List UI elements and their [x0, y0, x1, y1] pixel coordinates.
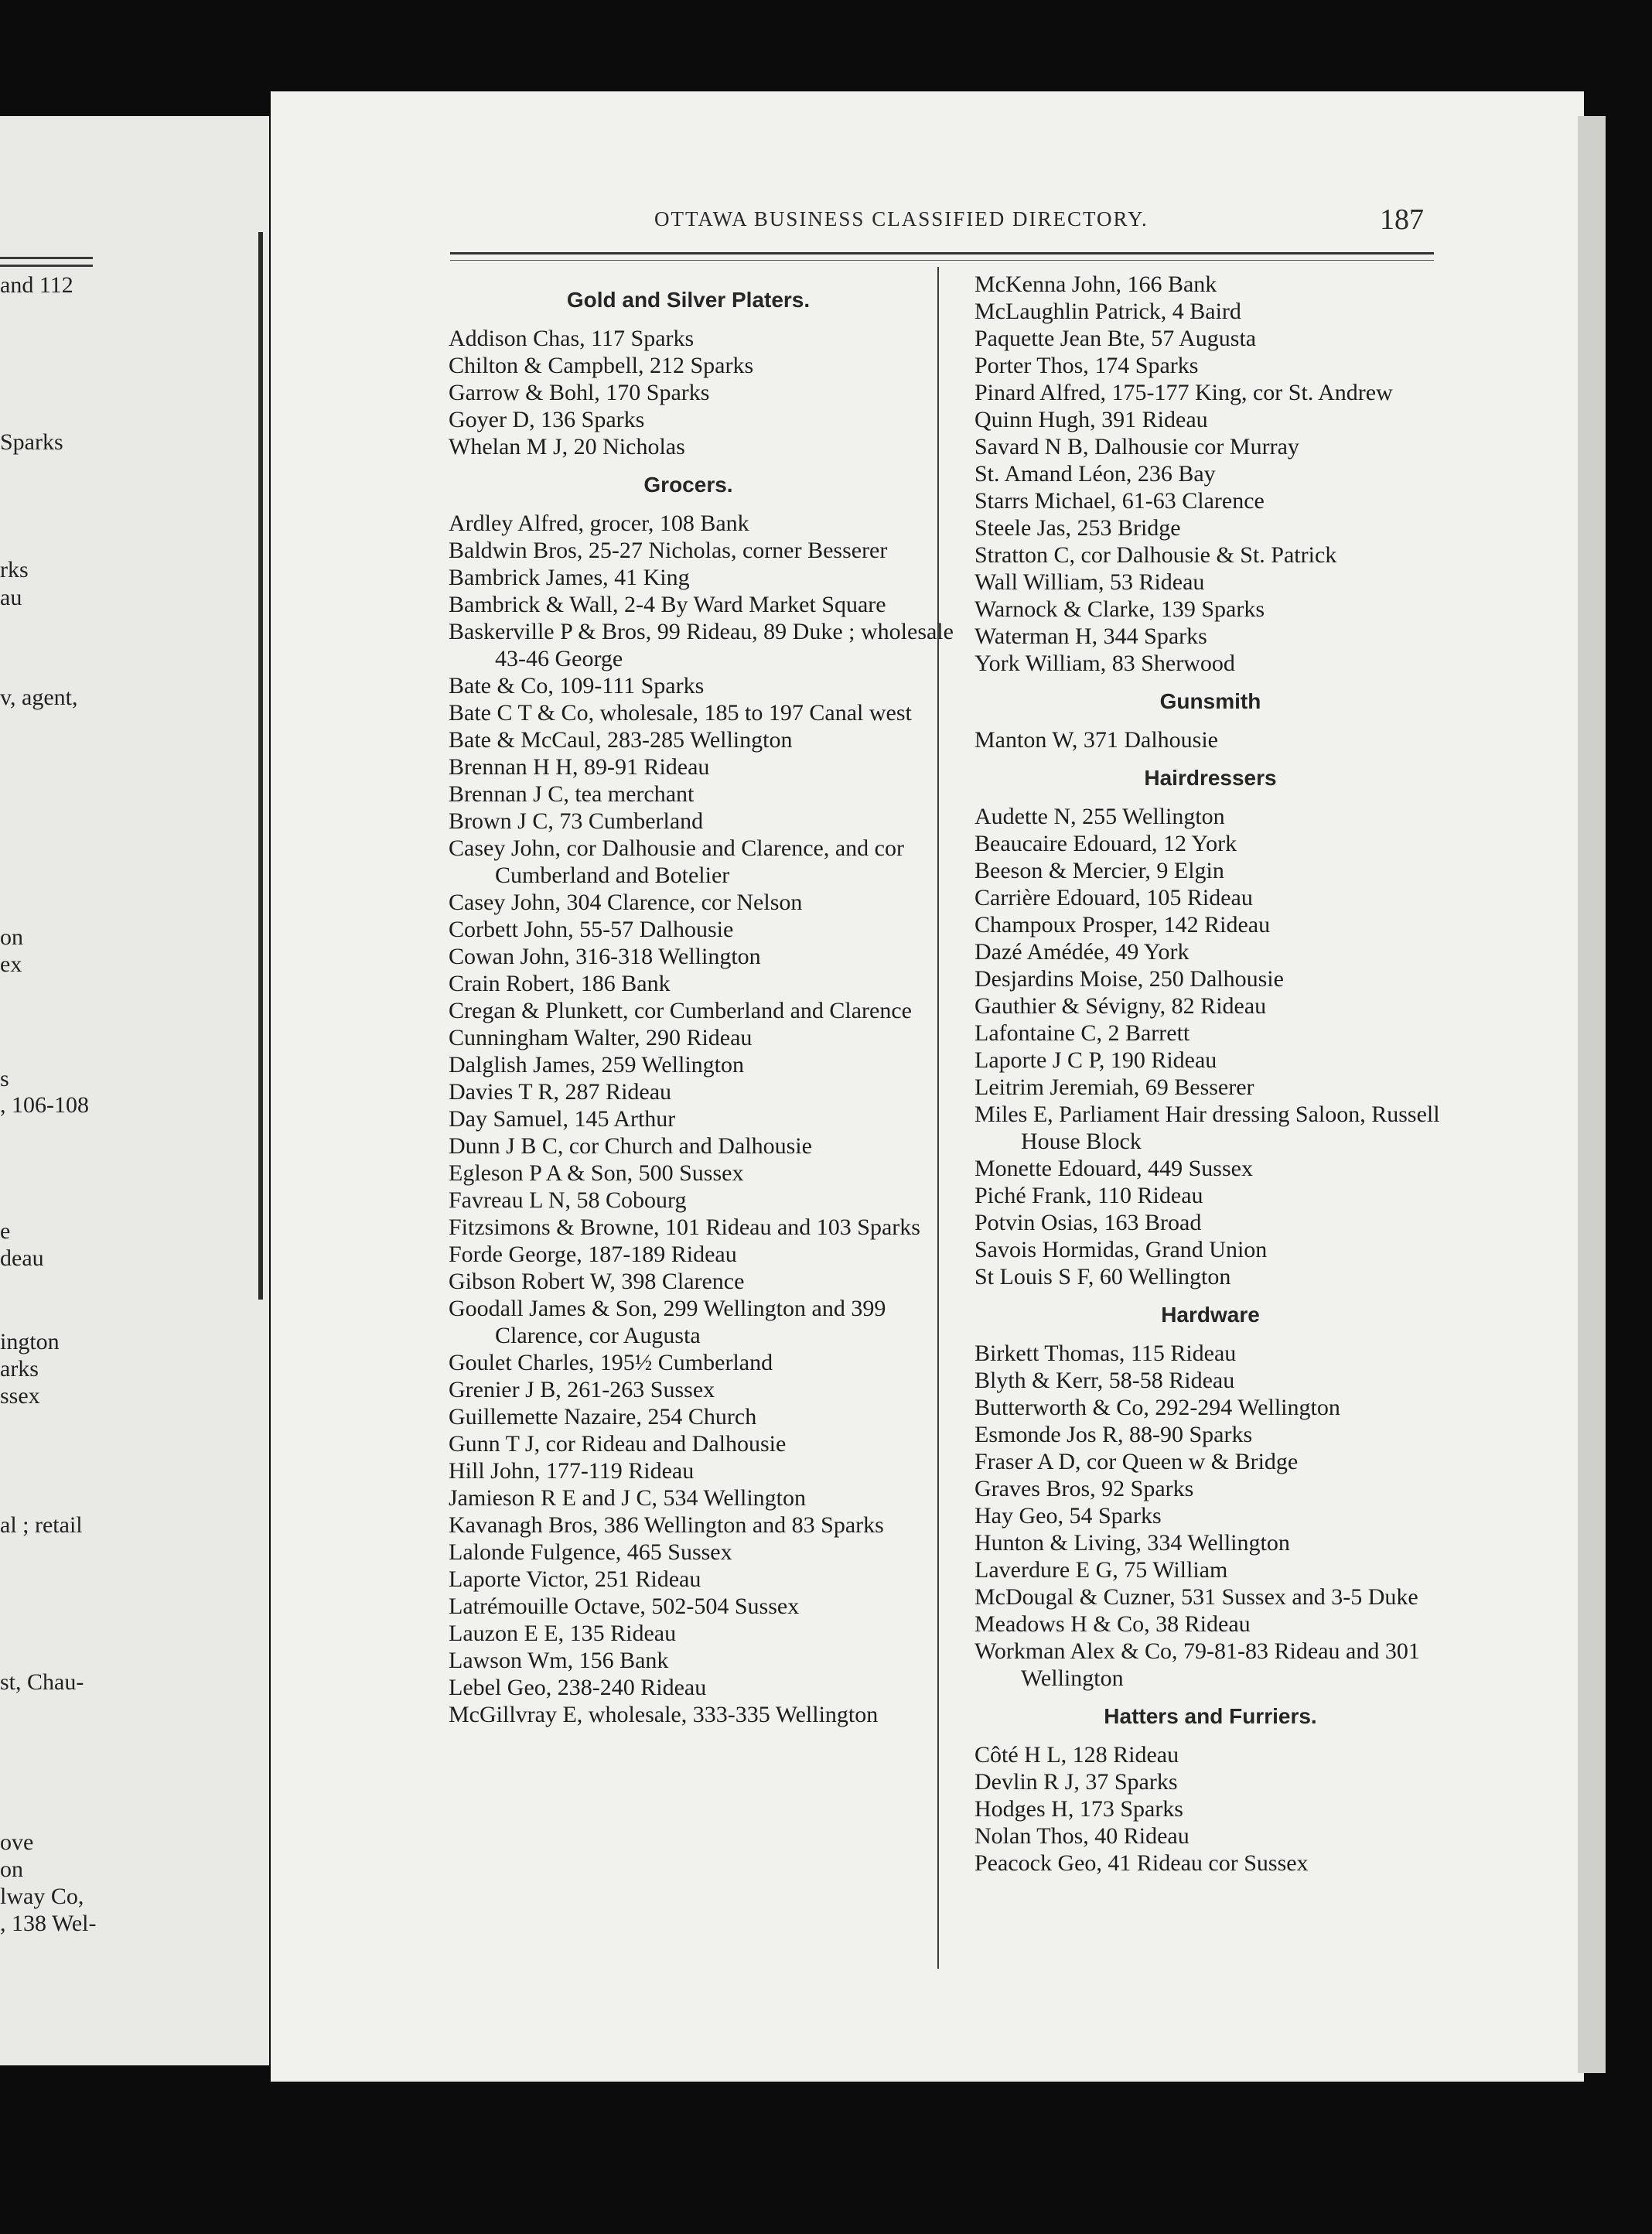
previous-page-fragment: v, agent,: [0, 685, 78, 710]
directory-entry: McLaughlin Patrick, 4 Baird: [974, 299, 1241, 324]
previous-page-fragment: , 138 Wel-: [0, 1911, 97, 1936]
directory-entry: Warnock & Clarke, 139 Sparks: [974, 596, 1265, 622]
directory-entry: Fraser A D, cor Queen w & Bridge: [974, 1449, 1299, 1474]
page-number: 187: [1380, 203, 1424, 236]
directory-entry: Côté H L, 128 Rideau: [974, 1742, 1179, 1768]
directory-entry: Gibson Robert W, 398 Clarence: [449, 1269, 745, 1294]
directory-entry: Garrow & Bohl, 170 Sparks: [449, 380, 710, 405]
previous-page: [0, 116, 269, 2065]
book-gutter: [258, 232, 263, 1300]
directory-entry: Gunn T J, cor Rideau and Dalhousie: [449, 1431, 787, 1457]
directory-entry: Chilton & Campbell, 212 Sparks: [449, 353, 754, 378]
previous-page-fragment: and 112: [0, 272, 73, 298]
directory-entry: Beaucaire Edouard, 12 York: [974, 831, 1237, 856]
previous-page-fragment: al ; retail: [0, 1512, 83, 1538]
directory-entry: Goyer D, 136 Sparks: [449, 407, 645, 432]
directory-entry: Leitrim Jeremiah, 69 Besserer: [974, 1074, 1254, 1100]
directory-entry: Cregan & Plunkett, cor Cumberland and Clarence: [449, 998, 912, 1023]
previous-page-fragment: au: [0, 585, 22, 610]
directory-entry: Savard N B, Dalhousie cor Murray: [974, 434, 1299, 459]
directory-entry: Egleson P A & Son, 500 Sussex: [449, 1160, 744, 1186]
directory-entry: Bate C T & Co, wholesale, 185 to 197 Canal west: [449, 700, 912, 726]
directory-entry: Bate & McCaul, 283-285 Wellington: [449, 727, 793, 753]
directory-entry: Beeson & Mercier, 9 Elgin: [974, 858, 1224, 883]
running-head: OTTAWA BUSINESS CLASSIFIED DIRECTORY.: [654, 207, 1149, 231]
directory-entry: Starrs Michael, 61-63 Clarence: [974, 488, 1265, 514]
header-rule-thin: [450, 260, 1434, 261]
directory-entry: Piché Frank, 110 Rideau: [974, 1183, 1203, 1208]
directory-entry: Audette N, 255 Wellington: [974, 804, 1225, 829]
previous-page-fragment: on: [0, 1857, 23, 1882]
previous-page-fragment: , 106-108: [0, 1092, 89, 1118]
directory-entry: Hodges H, 173 Sparks: [974, 1796, 1183, 1822]
previous-page-rule: [0, 257, 93, 259]
directory-entry: Stratton C, cor Dalhousie & St. Patrick: [974, 542, 1337, 568]
directory-entry: Baldwin Bros, 25-27 Nicholas, corner Besserer: [449, 538, 888, 563]
directory-entry: Bambrick & Wall, 2-4 By Ward Market Square: [449, 592, 886, 617]
directory-entry: Workman Alex & Co, 79-81-83 Rideau and 301 Wellington: [974, 1638, 1420, 1691]
directory-entry: Desjardins Moise, 250 Dalhousie: [974, 966, 1284, 992]
previous-page-fragment: rks: [0, 557, 29, 582]
directory-entry: Lafontaine C, 2 Barrett: [974, 1020, 1190, 1046]
directory-entry: Lalonde Fulgence, 465 Sussex: [449, 1539, 732, 1565]
directory-entry: Favreau L N, 58 Cobourg: [449, 1187, 687, 1213]
directory-entry: Ardley Alfred, grocer, 108 Bank: [449, 511, 749, 536]
previous-page-fragment: st, Chau-: [0, 1669, 84, 1695]
directory-entry: Esmonde Jos R, 88-90 Sparks: [974, 1422, 1253, 1447]
previous-page-fragment: ssex: [0, 1383, 40, 1409]
previous-page-fragment: e: [0, 1218, 11, 1244]
directory-entry: Forde George, 187-189 Rideau: [449, 1242, 737, 1267]
directory-entry: Lauzon E E, 135 Rideau: [449, 1621, 677, 1646]
directory-entry: Guillemette Nazaire, 254 Church: [449, 1404, 757, 1430]
directory-entry: Waterman H, 344 Sparks: [974, 623, 1207, 649]
directory-entry: Potvin Osias, 163 Broad: [974, 1210, 1202, 1235]
directory-entry: Fitzsimons & Browne, 101 Rideau and 103 Sparks: [449, 1214, 920, 1240]
directory-entry: Nolan Thos, 40 Rideau: [974, 1823, 1190, 1849]
previous-page-fragment: ex: [0, 951, 22, 977]
previous-page-rule: [0, 265, 93, 267]
directory-entry: Butterworth & Co, 292-294 Wellington: [974, 1395, 1340, 1420]
directory-entry: Lawson Wm, 156 Bank: [449, 1648, 669, 1673]
directory-entry: Corbett John, 55-57 Dalhousie: [449, 917, 734, 942]
directory-entry: Jamieson R E and J C, 534 Wellington: [449, 1485, 807, 1511]
directory-entry: Pinard Alfred, 175-177 King, cor St. Andrew: [974, 380, 1393, 405]
directory-entry: St. Amand Léon, 236 Bay: [974, 461, 1216, 487]
directory-entry: Addison Chas, 117 Sparks: [449, 326, 695, 351]
directory-entry: McGillvray E, wholesale, 333-335 Wellington: [449, 1702, 879, 1727]
directory-entry: Goulet Charles, 195½ Cumberland: [449, 1350, 773, 1375]
previous-page-fragment: deau: [0, 1245, 44, 1271]
directory-entry: Meadows H & Co, 38 Rideau: [974, 1611, 1251, 1637]
directory-entry: Graves Bros, 92 Sparks: [974, 1476, 1194, 1501]
section-heading-hardware: Hardware: [1161, 1303, 1260, 1327]
directory-entry: Crain Robert, 186 Bank: [449, 971, 671, 996]
section-heading-grocers: Grocers.: [643, 473, 733, 497]
directory-entry: Lebel Geo, 238-240 Rideau: [449, 1675, 707, 1700]
directory-entry: Hay Geo, 54 Sparks: [974, 1503, 1162, 1529]
section-heading-hatters-and-furriers: Hatters and Furriers.: [1104, 1704, 1317, 1728]
directory-entry: Carrière Edouard, 105 Rideau: [974, 885, 1253, 910]
directory-entry: Kavanagh Bros, 386 Wellington and 83 Sparks: [449, 1512, 884, 1538]
section-heading-gunsmith: Gunsmith: [1159, 689, 1261, 713]
section-heading-gold-and-silver-platers: Gold and Silver Platers.: [566, 288, 811, 312]
previous-page-fragment: ington: [0, 1329, 60, 1354]
previous-page-fragment: on: [0, 924, 23, 950]
directory-entry: Hill John, 177-119 Rideau: [449, 1458, 695, 1484]
directory-entry: Cowan John, 316-318 Wellington: [449, 944, 761, 969]
directory-entry: York William, 83 Sherwood: [974, 651, 1235, 676]
page-edge: [1578, 116, 1606, 2073]
directory-entry: McKenna John, 166 Bank: [974, 272, 1217, 297]
previous-page-fragment: arks: [0, 1356, 39, 1382]
directory-entry: Hunton & Living, 334 Wellington: [974, 1530, 1290, 1556]
previous-page-fragment: lway Co,: [0, 1884, 84, 1909]
previous-page-fragment: s: [0, 1066, 9, 1091]
directory-entry: Dunn J B C, cor Church and Dalhousie: [449, 1133, 812, 1159]
directory-entry: Casey John, 304 Clarence, cor Nelson: [449, 890, 803, 915]
directory-entry: Casey John, cor Dalhousie and Clarence, and cor Cumberland and Botelier: [449, 835, 904, 888]
directory-entry: Wall William, 53 Rideau: [974, 569, 1205, 595]
header-rule: [450, 252, 1434, 254]
directory-entry: Laporte J C P, 190 Rideau: [974, 1047, 1217, 1073]
directory-entry: Day Samuel, 145 Arthur: [449, 1106, 676, 1132]
directory-entry: Devlin R J, 37 Sparks: [974, 1769, 1178, 1795]
directory-entry: Bambrick James, 41 King: [449, 565, 690, 590]
directory-entry: Brennan H H, 89-91 Rideau: [449, 754, 710, 780]
directory-entry: Steele Jas, 253 Bridge: [974, 515, 1181, 541]
directory-entry: Brown J C, 73 Cumberland: [449, 808, 704, 834]
directory-entry: Quinn Hugh, 391 Rideau: [974, 407, 1208, 432]
directory-entry: Brennan J C, tea merchant: [449, 781, 695, 807]
directory-entry: Birkett Thomas, 115 Rideau: [974, 1341, 1237, 1366]
directory-entry: Davies T R, 287 Rideau: [449, 1079, 672, 1105]
directory-entry: Savois Hormidas, Grand Union: [974, 1237, 1268, 1262]
directory-entry: Laporte Victor, 251 Rideau: [449, 1566, 701, 1592]
directory-entry: Miles E, Parliament Hair dressing Saloon, Russell House Block: [974, 1102, 1440, 1154]
directory-entry: Peacock Geo, 41 Rideau cor Sussex: [974, 1850, 1309, 1876]
directory-entry: Dazé Amédée, 49 York: [974, 939, 1190, 965]
directory-entry: Porter Thos, 174 Sparks: [974, 353, 1199, 378]
directory-entry: McDougal & Cuzner, 531 Sussex and 3-5 Duke: [974, 1584, 1418, 1610]
previous-page-fragment: ove: [0, 1829, 34, 1855]
section-heading-hairdressers: Hairdressers: [1144, 766, 1277, 790]
directory-entry: Monette Edouard, 449 Sussex: [974, 1156, 1253, 1181]
directory-entry: Bate & Co, 109-111 Sparks: [449, 673, 705, 699]
directory-entry: Whelan M J, 20 Nicholas: [449, 434, 685, 459]
directory-entry: St Louis S F, 60 Wellington: [974, 1264, 1231, 1290]
directory-entry: Blyth & Kerr, 58-58 Rideau: [974, 1368, 1235, 1393]
directory-entry: Grenier J B, 261-263 Sussex: [449, 1377, 715, 1402]
directory-entry: Paquette Jean Bte, 57 Augusta: [974, 326, 1257, 351]
directory-entry: Goodall James & Son, 299 Wellington and 399 Clarence, cor Augusta: [449, 1296, 886, 1348]
previous-page-fragment: Sparks: [0, 429, 63, 455]
directory-entry: Baskerville P & Bros, 99 Rideau, 89 Duke ; wholesale 43-46 George: [449, 619, 954, 671]
directory-entry: Cunningham Walter, 290 Rideau: [449, 1025, 753, 1050]
directory-entry: Champoux Prosper, 142 Rideau: [974, 912, 1271, 938]
directory-entry: Manton W, 371 Dalhousie: [974, 727, 1218, 753]
directory-entry: Laverdure E G, 75 William: [974, 1557, 1228, 1583]
directory-entry: Gauthier & Sévigny, 82 Rideau: [974, 993, 1267, 1019]
directory-entry: Dalglish James, 259 Wellington: [449, 1052, 745, 1078]
directory-entry: Latrémouille Octave, 502-504 Sussex: [449, 1594, 800, 1619]
